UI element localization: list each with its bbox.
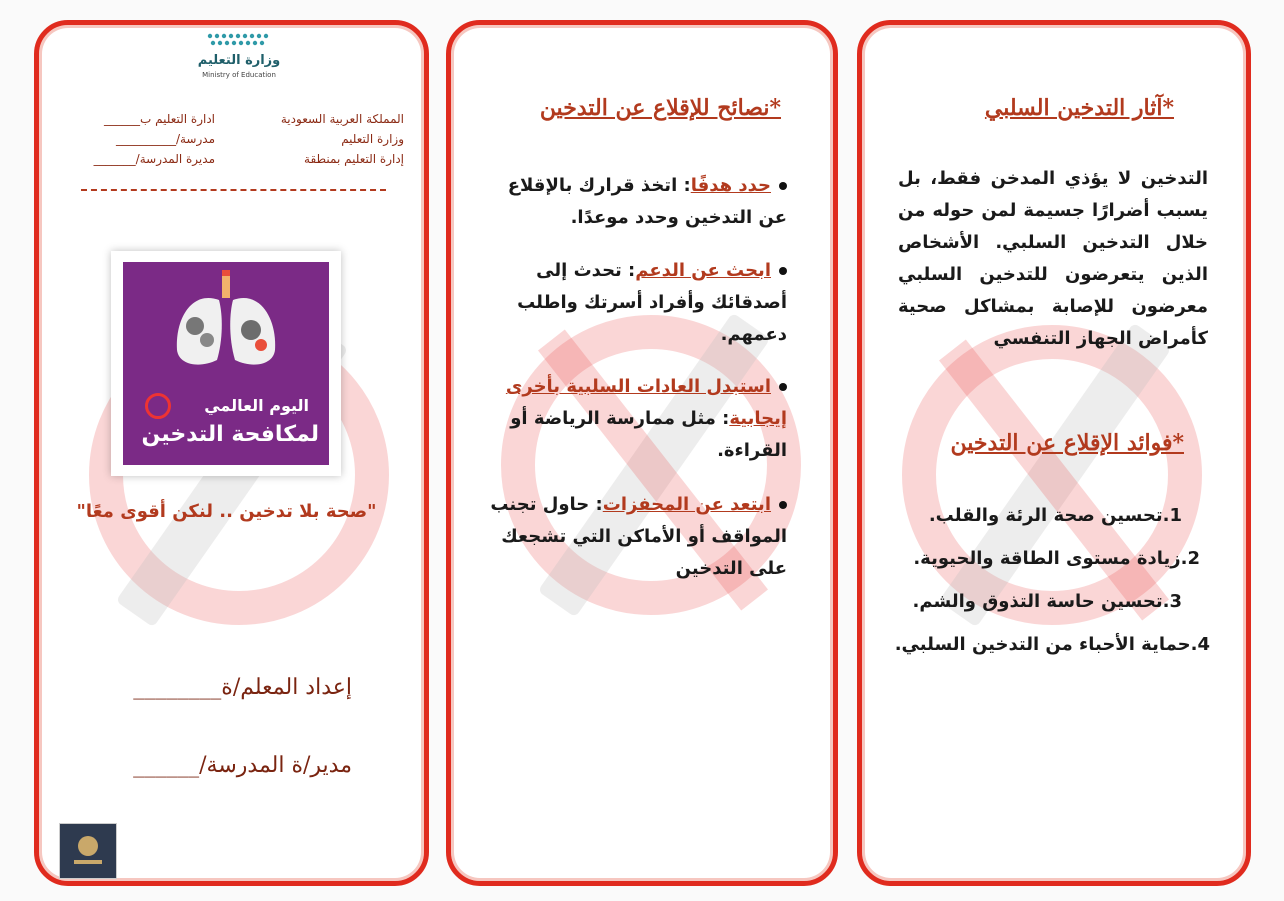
list-item: 2.زيادة مستوى الطاقة والحيوية. [913, 548, 1200, 569]
ministry-logo-arabic: وزارة التعليم [197, 53, 281, 68]
ministry-logo-english: Ministry of Education [202, 71, 276, 79]
panel-left [34, 20, 429, 886]
no-smoking-icon [145, 393, 171, 419]
slogan: "صحة بلا تدخين .. لنكن أقوى معًا" [76, 501, 377, 522]
bullet-icon [779, 383, 787, 391]
bullet-icon [779, 267, 787, 275]
header-line: ادارة التعليم ب______ [104, 112, 215, 126]
ministry-logo-icon [204, 31, 274, 49]
world-no-tobacco-day-poster [111, 251, 341, 476]
list-item: 3.تحسين حاسة التذوق والشم. [912, 591, 1182, 612]
header-line: المملكة العربية السعودية [280, 112, 404, 126]
header-line: مدرسة/__________ [115, 132, 215, 146]
benefits-list [880, 505, 1210, 655]
lungs-icon [171, 270, 281, 370]
panel-middle [446, 20, 838, 886]
header-line: مديرة المدرسة/_______ [93, 152, 215, 166]
header-divider [81, 189, 386, 191]
list-item: 4.حماية الأحباء من التدخين السلبي. [894, 634, 1210, 655]
header-line: وزارة التعليم [341, 132, 404, 146]
tip-text: : مثل ممارسة الرياضة أو القراءة. [510, 408, 787, 461]
bullet-icon [779, 501, 787, 509]
header-line: إدارة التعليم بمنطقة [304, 152, 404, 166]
principal-line: مدير/ة المدرسة/______ [133, 753, 352, 778]
tip-text: : اتخذ قرارك بالإقلاع عن التدخين وحدد موعدًا. [507, 175, 787, 228]
tip-key: استبدل العادات السلبية بأخرى إيجابية [505, 376, 787, 429]
heading-quit-benefits: *فوائد الإقلاع عن التدخين [950, 430, 1184, 456]
tip-key: ابتعد عن المحفزات [602, 494, 771, 515]
prepared-by-line: إعداد المعلم/ة________ [133, 675, 352, 700]
tip-item [477, 489, 787, 585]
tip-item [497, 371, 787, 467]
header-right-block [234, 109, 404, 169]
tip-key: ابحث عن الدعم [635, 260, 771, 281]
heading-quit-tips: *نصائح للإقلاع عن التدخين [539, 95, 781, 121]
header-left-block [55, 109, 215, 169]
heading-passive-smoking: *آثار التدخين السلبي [984, 95, 1174, 121]
tip-text: : تحدث إلى أصدقائك وأفراد أسرتك واطلب دعمهم. [517, 260, 787, 345]
passive-smoking-paragraph: التدخين لا يؤذي المدخن فقط، بل يسبب أضرارًا جسيمة لمن حوله من خلال التدخين السلبي. الأشخاص الذين يتعرضون للتدخين السلبي معرضون للإصابة بمشاكل صحية كأمراض الجهاز التنفسي [898, 168, 1208, 349]
panel-right [857, 20, 1251, 886]
list-item: 1.تحسين صحة الرئة والقلب. [928, 505, 1182, 526]
tip-text: : حاول تجنب المواقف أو الأماكن التي تشجعك على التدخين [490, 494, 787, 579]
tip-item [477, 170, 787, 234]
tip-key: حدد هدفًا [690, 175, 771, 196]
poster-title-line2: لمكافحة التدخين [141, 422, 319, 447]
bullet-icon [779, 182, 787, 190]
school-emblem-icon [59, 823, 117, 879]
poster-title-line1: اليوم العالمي [204, 396, 309, 415]
tip-item [507, 255, 787, 351]
